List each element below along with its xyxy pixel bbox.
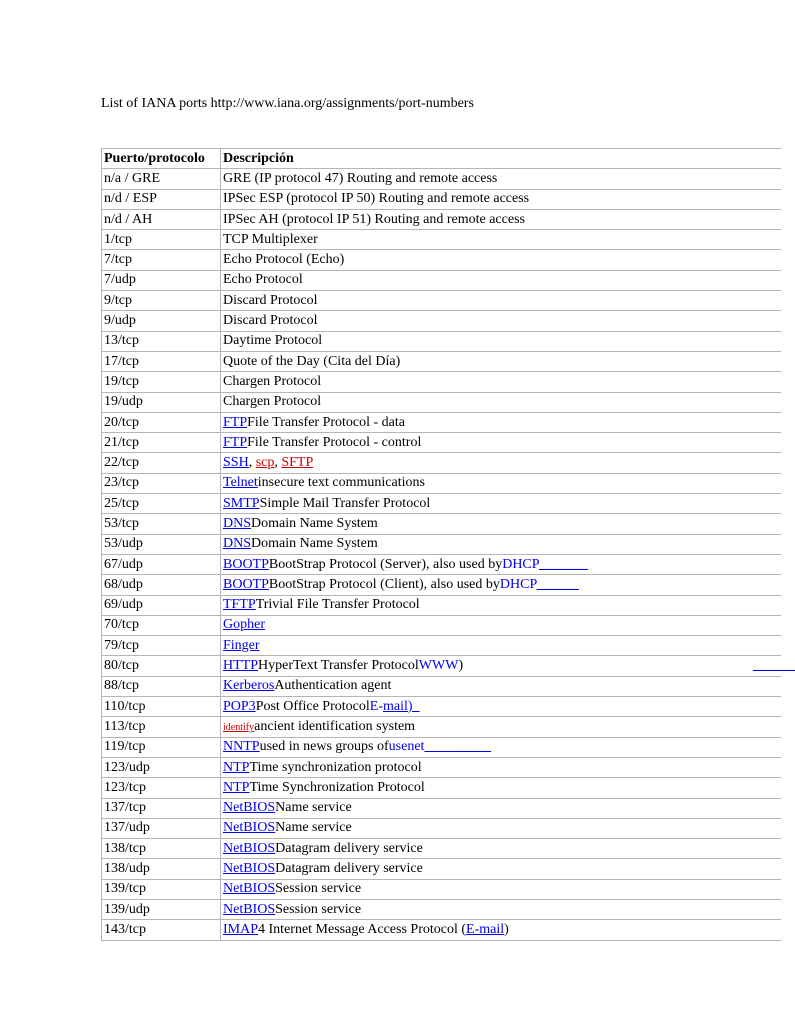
table-row bbox=[102, 230, 782, 250]
description-cell bbox=[221, 778, 782, 798]
table-row bbox=[102, 859, 782, 879]
port-cell: 119/tcp bbox=[102, 737, 221, 757]
protocol-link[interactable]: TFTP bbox=[223, 597, 256, 613]
underline-placeholder: _____ bbox=[424, 739, 491, 755]
table-row bbox=[102, 392, 782, 412]
port-cell: 1/tcp bbox=[102, 230, 221, 250]
description-text: 4 Internet Message Access Protocol ( bbox=[258, 921, 467, 937]
port-cell: 67/udp bbox=[102, 554, 221, 574]
inline-term: WWW bbox=[418, 658, 459, 674]
description-cell bbox=[221, 534, 782, 554]
column-header-port: Puerto/protocolo bbox=[102, 149, 221, 169]
protocol-link[interactable]: SFTP bbox=[281, 455, 314, 471]
protocol-link[interactable]: NetBIOS bbox=[223, 861, 276, 877]
underline-placeholder: _____ bbox=[536, 576, 579, 592]
table-row bbox=[102, 798, 782, 818]
port-cell: n/a / GRE bbox=[102, 169, 221, 189]
table-row bbox=[102, 311, 782, 331]
port-cell: 20/tcp bbox=[102, 412, 221, 432]
description-text: Discard Protocol bbox=[223, 292, 318, 308]
table-row bbox=[102, 656, 782, 676]
table-row bbox=[102, 920, 782, 940]
description-cell bbox=[221, 839, 782, 859]
table-row bbox=[102, 331, 782, 351]
protocol-link[interactable]: NetBIOS bbox=[223, 820, 276, 836]
protocol-link[interactable]: Telnet bbox=[223, 475, 258, 491]
table-row bbox=[102, 697, 782, 717]
protocol-link[interactable]: IMAP bbox=[223, 921, 259, 937]
inline-term: E- bbox=[369, 698, 383, 714]
inline-term: usenet bbox=[388, 739, 425, 755]
description-cell bbox=[221, 554, 782, 574]
description-cell bbox=[221, 392, 782, 412]
port-cell: 17/tcp bbox=[102, 351, 221, 371]
underline-placeholder bbox=[413, 699, 420, 714]
description-text: Daytime Protocol bbox=[223, 333, 323, 349]
port-cell: 139/udp bbox=[102, 899, 221, 919]
description-cell bbox=[221, 473, 782, 493]
description-text: Name service bbox=[275, 820, 352, 836]
description-text: Session service bbox=[275, 901, 362, 917]
port-cell: 25/tcp bbox=[102, 494, 221, 514]
port-cell: 7/tcp bbox=[102, 250, 221, 270]
protocol-link[interactable]: HTTP bbox=[223, 658, 258, 674]
port-cell: 110/tcp bbox=[102, 697, 221, 717]
table-row bbox=[102, 615, 782, 635]
description-cell bbox=[221, 615, 782, 635]
description-cell bbox=[221, 412, 782, 432]
description-cell bbox=[221, 291, 782, 311]
description-cell bbox=[221, 859, 782, 879]
port-cell: 137/tcp bbox=[102, 798, 221, 818]
table-row bbox=[102, 250, 782, 270]
description-text: Post Office Protocol bbox=[255, 698, 370, 714]
description-text: Domain Name System bbox=[251, 536, 378, 552]
protocol-link[interactable]: FTP bbox=[223, 434, 248, 450]
table-row bbox=[102, 757, 782, 777]
table-row bbox=[102, 839, 782, 859]
description-text: insecure text communications bbox=[257, 475, 425, 491]
protocol-link[interactable]: Kerberos bbox=[223, 678, 275, 694]
protocol-link[interactable]: mail) bbox=[382, 698, 413, 714]
description-text: Chargen Protocol bbox=[223, 373, 322, 389]
description-cell bbox=[221, 331, 782, 351]
protocol-link[interactable]: E-mail bbox=[466, 921, 505, 937]
port-cell: 123/udp bbox=[102, 757, 221, 777]
description-text: ) bbox=[458, 658, 464, 674]
description-text: HyperText Transfer Protocol bbox=[258, 658, 419, 674]
port-cell: 19/udp bbox=[102, 392, 221, 412]
protocol-link[interactable]: NetBIOS bbox=[223, 840, 276, 856]
protocol-link[interactable]: DNS bbox=[223, 536, 252, 552]
port-cell: 7/udp bbox=[102, 270, 221, 290]
protocol-link[interactable]: SSH bbox=[223, 455, 249, 471]
table-row bbox=[102, 514, 782, 534]
port-cell: 79/tcp bbox=[102, 636, 221, 656]
port-cell: 138/tcp bbox=[102, 839, 221, 859]
description-cell bbox=[221, 879, 782, 899]
table-row bbox=[102, 291, 782, 311]
port-cell: 88/tcp bbox=[102, 676, 221, 696]
table-row bbox=[102, 494, 782, 514]
description-cell bbox=[221, 656, 795, 676]
description-cell bbox=[221, 717, 782, 737]
description-cell bbox=[221, 514, 782, 534]
protocol-link[interactable]: POP3 bbox=[223, 698, 256, 714]
description-text: Echo Protocol (Echo) bbox=[223, 252, 345, 268]
description-text: Time Synchronization Protocol bbox=[249, 779, 425, 795]
description-cell bbox=[221, 453, 782, 473]
port-cell: 9/tcp bbox=[102, 291, 221, 311]
description-cell bbox=[221, 230, 782, 250]
inline-term: DHCP bbox=[499, 576, 537, 592]
description-text: Datagram delivery service bbox=[275, 840, 423, 856]
description-cell bbox=[221, 433, 782, 453]
description-cell bbox=[221, 737, 782, 757]
table-row bbox=[102, 717, 782, 737]
description-text: Quote of the Day (Cita del Día) bbox=[223, 353, 401, 369]
port-cell: 113/tcp bbox=[102, 717, 221, 737]
description-cell bbox=[221, 575, 782, 595]
protocol-link[interactable]: NTP bbox=[223, 779, 250, 795]
underline-placeholder: ______ bbox=[539, 556, 589, 572]
description-cell bbox=[221, 372, 782, 392]
description-text: Echo Protocol bbox=[223, 272, 303, 288]
protocol-link[interactable]: Finger bbox=[223, 637, 260, 653]
underline-placeholder: ______ bbox=[753, 658, 795, 674]
protocol-link[interactable]: NNTP bbox=[223, 739, 260, 755]
description-text: BootStrap Protocol (Server), also used by bbox=[268, 556, 503, 572]
description-cell bbox=[221, 311, 782, 331]
table-row bbox=[102, 453, 782, 473]
description-cell bbox=[221, 920, 782, 940]
description-cell bbox=[221, 494, 782, 514]
description-text: Datagram delivery service bbox=[275, 861, 423, 877]
table-row bbox=[102, 534, 782, 554]
table-row bbox=[102, 879, 782, 899]
table-row bbox=[102, 473, 782, 493]
port-cell: 22/tcp bbox=[102, 453, 221, 473]
description-cell bbox=[221, 818, 782, 838]
table-row bbox=[102, 899, 782, 919]
inline-term: DHCP bbox=[502, 556, 540, 572]
description-cell bbox=[221, 250, 782, 270]
port-cell: 137/udp bbox=[102, 818, 221, 838]
port-cell: 53/udp bbox=[102, 534, 221, 554]
table-row bbox=[102, 554, 782, 574]
description-text: IPSec ESP (protocol IP 50) Routing and remote access bbox=[223, 191, 530, 207]
protocol-link[interactable]: NetBIOS bbox=[223, 901, 276, 917]
table-row bbox=[102, 209, 782, 229]
protocol-link[interactable]: SMTP bbox=[223, 495, 260, 511]
port-cell: 23/tcp bbox=[102, 473, 221, 493]
port-cell: 138/udp bbox=[102, 859, 221, 879]
description-text: BootStrap Protocol (Client), also used by bbox=[268, 576, 500, 592]
description-text: IPSec AH (protocol IP 51) Routing and remote access bbox=[223, 211, 525, 227]
port-cell: 19/tcp bbox=[102, 372, 221, 392]
table-row bbox=[102, 189, 782, 209]
description-text: Discard Protocol bbox=[223, 313, 318, 329]
table-row bbox=[102, 676, 782, 696]
port-cell: n/d / ESP bbox=[102, 189, 221, 209]
port-cell: n/d / AH bbox=[102, 209, 221, 229]
port-cell: 70/tcp bbox=[102, 615, 221, 635]
table-row bbox=[102, 575, 782, 595]
port-cell: 80/tcp bbox=[102, 656, 221, 676]
table-row bbox=[102, 737, 782, 757]
protocol-link[interactable]: BOOTP bbox=[223, 556, 269, 572]
port-cell: 143/tcp bbox=[102, 920, 221, 940]
table-header-row bbox=[102, 149, 782, 169]
table-row bbox=[102, 412, 782, 432]
description-text: ancient identification system bbox=[254, 718, 416, 734]
table-row bbox=[102, 818, 782, 838]
description-text: Trivial File Transfer Protocol bbox=[255, 597, 420, 613]
description-cell bbox=[221, 676, 782, 696]
description-text: , bbox=[274, 455, 282, 471]
table-row bbox=[102, 351, 782, 371]
description-cell bbox=[221, 351, 782, 371]
column-header-description: Descripción bbox=[221, 149, 782, 169]
port-cell: 69/udp bbox=[102, 595, 221, 615]
description-cell bbox=[221, 189, 782, 209]
description-text: Authentication agent bbox=[274, 678, 392, 694]
protocol-link[interactable]: scp bbox=[255, 455, 275, 471]
description-cell bbox=[221, 798, 782, 818]
description-cell bbox=[221, 595, 782, 615]
port-cell: 13/tcp bbox=[102, 331, 221, 351]
ports-table bbox=[101, 148, 795, 941]
description-text: Time synchronization protocol bbox=[249, 759, 422, 775]
table-row bbox=[102, 778, 782, 798]
table-row bbox=[102, 433, 782, 453]
description-text: ) bbox=[504, 921, 509, 937]
port-cell: 123/tcp bbox=[102, 778, 221, 798]
description-cell bbox=[221, 697, 782, 717]
description-cell bbox=[221, 270, 782, 290]
port-cell: 21/tcp bbox=[102, 433, 221, 453]
protocol-link[interactable]: DNS bbox=[223, 515, 252, 531]
protocol-link[interactable]: NTP bbox=[223, 759, 250, 775]
table-row bbox=[102, 270, 782, 290]
port-cell: 53/tcp bbox=[102, 514, 221, 534]
protocol-link[interactable]: NetBIOS bbox=[223, 881, 276, 897]
description-text: GRE (IP protocol 47) Routing and remote access bbox=[223, 170, 498, 186]
protocol-link[interactable]: FTP bbox=[223, 414, 248, 430]
page-title: List of IANA ports http://www.iana.org/assignments/port-numbers bbox=[101, 96, 474, 111]
table-row bbox=[102, 595, 782, 615]
table-row bbox=[102, 169, 782, 189]
description-text: Domain Name System bbox=[251, 515, 378, 531]
description-text: Simple Mail Transfer Protocol bbox=[259, 495, 431, 511]
description-text: Chargen Protocol bbox=[223, 394, 322, 410]
description-text: used in news groups of bbox=[259, 739, 389, 755]
description-cell bbox=[221, 636, 782, 656]
protocol-link[interactable]: Gopher bbox=[223, 617, 265, 633]
description-text: , bbox=[248, 455, 256, 471]
port-cell: 9/udp bbox=[102, 311, 221, 331]
protocol-link[interactable]: BOOTP bbox=[223, 576, 269, 592]
protocol-link[interactable]: identify bbox=[223, 721, 255, 733]
port-cell: 68/udp bbox=[102, 575, 221, 595]
description-text: Name service bbox=[275, 800, 352, 816]
description-text: File Transfer Protocol - data bbox=[247, 414, 405, 430]
description-cell bbox=[221, 169, 782, 189]
description-text: TCP Multiplexer bbox=[223, 231, 318, 247]
description-cell bbox=[221, 757, 782, 777]
protocol-link[interactable]: NetBIOS bbox=[223, 800, 276, 816]
description-text: Session service bbox=[275, 881, 362, 897]
description-cell bbox=[221, 209, 782, 229]
table-row bbox=[102, 636, 782, 656]
table-row bbox=[102, 372, 782, 392]
description-cell bbox=[221, 899, 782, 919]
description-text: File Transfer Protocol - control bbox=[247, 434, 422, 450]
port-cell: 139/tcp bbox=[102, 879, 221, 899]
